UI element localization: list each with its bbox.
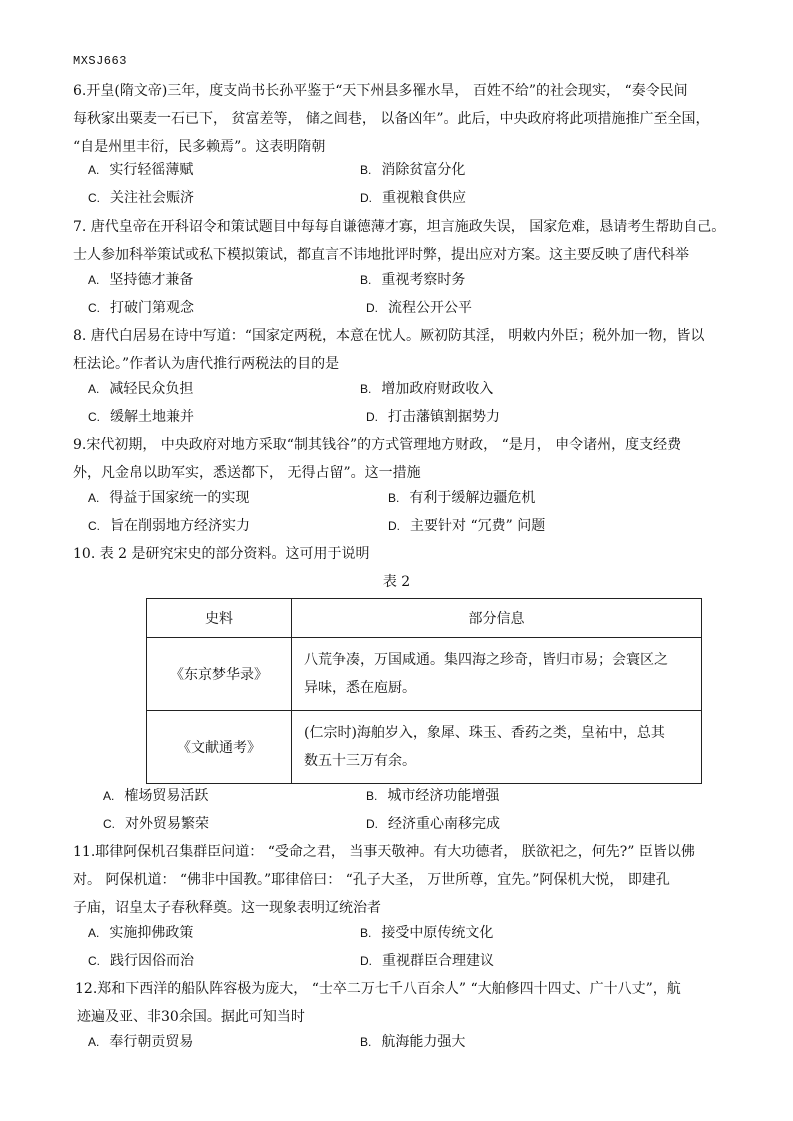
option-a: A. 减轻民众负担 [88,381,194,397]
question-text-line: 枉法论。”作者认为唐代推行两税法的目的是 [73,356,340,372]
option-a: A. 实施抑佛政策 [88,925,194,941]
option-c: C. 关注社会赈济 [88,190,194,206]
table-cell-info: 八荒争凑，万国咸通。集四海之珍奇，皆归市易；会寰区之 异味，悉在庖厨。 [292,638,702,711]
table-caption: 表 2 [382,574,411,590]
option-c: C. 缓解土地兼并 [88,409,194,425]
option-b: B. 接受中原传统文化 [360,925,494,941]
option-b: B. 有利于缓解边疆危机 [388,490,536,506]
option-d: D. 打击藩镇割据势力 [366,409,500,425]
question-text-line: 迹遍及亚、非30余国。据此可知当时 [77,1009,305,1025]
option-c: C. 践行因俗而治 [88,953,194,969]
question-text-line: 12.郑和下西洋的船队阵容极为庞大， “士卒二万七千八百余人” “大舶修四十四丈、广十八丈”，航 [75,981,681,997]
question-7 [73,213,733,269]
option-b: B. 航海能力强大 [360,1034,466,1050]
question-10 [73,540,733,568]
option-d: D. 重视粮食供应 [360,190,466,206]
option-d: D. 经济重心南移完成 [366,816,500,832]
question-text-line: 7. 唐代皇帝在开科诏令和策试题目中每每自谦德薄才寡，坦言施政失误， 国家危难，恳请考生帮助自己。 [73,219,726,235]
table-header: 史料 [147,599,292,638]
question-text-line: 9.宋代初期， 中央政府对地方采取“制其钱谷”的方式管理地方财政， “是月， 申令诸州，度支经费 [73,437,682,453]
option-a: A. 奉行朝贡贸易 [88,1034,194,1050]
question-8 [73,322,733,378]
table-cell-source: 《文献通考》 [147,711,292,784]
question-12 [75,975,735,1031]
option-d: D. 流程公开公平 [366,300,472,316]
option-c: C. 打破门第观念 [88,300,194,316]
table-header: 部分信息 [292,599,702,638]
table-row [147,711,702,784]
paper-code: MXSJ663 [73,54,127,68]
question-11 [73,838,733,922]
table-header-row [147,599,702,638]
option-b: B. 增加政府财政收入 [360,381,494,397]
question-text-line: 每秋家出粟麦一石已下， 贫富差等， 储之闾巷， 以备凶年”。此后，中央政府将此项措施推广至全国， [73,111,710,127]
option-c: C. 旨在削弱地方经济实力 [88,518,250,534]
question-text-line: 士人参加科举策试或私下模拟策试，都直言不讳地批评时弊，提出应对方案。这主要反映了唐代科举 [73,247,689,263]
question-6 [73,77,733,161]
question-text-line: 6.开皇(隋文帝)三年，度支尚书长孙平鉴于“天下州县多罹水旱， 百姓不给”的社会现实， “奏令民间 [73,83,688,99]
option-a: A. 得益于国家统一的实现 [88,490,250,506]
table-cell-source: 《东京梦华录》 [147,638,292,711]
option-b: B. 城市经济功能增强 [366,788,500,804]
option-d: D. 主要针对 “冗费” 问题 [388,518,546,534]
table-row [147,638,702,711]
option-d: D. 重视群臣合理建议 [360,953,494,969]
table-cell-info: (仁宗时)海舶岁入，象犀、珠玉、香药之类，皇祐中，总其 数五十三万有余。 [292,711,702,784]
option-a: A. 坚持德才兼备 [88,272,194,288]
question-9 [73,431,733,487]
question-text-line: 8. 唐代白居易在诗中写道：“国家定两税，本意在忧人。厥初防其淫， 明敕内外臣；税外加一物，皆以 [73,328,705,344]
question-text-line: “自是州里丰衍，民多赖焉”。这表明隋朝 [73,139,326,155]
source-table [146,598,702,784]
option-a: A. 实行轻徭薄赋 [88,162,194,178]
question-text-line: 11.耶律阿保机召集群臣问道： “受命之君， 当事天敬神。有大功德者， 朕欲祀之，何先?” 臣皆以佛 [73,844,695,860]
option-c: C. 对外贸易繁荣 [103,816,209,832]
question-text-line: 外，凡金帛以助军实，悉送都下， 无得占留”。这一措施 [73,465,421,481]
question-text-line: 10. 表 2 是研究宋史的部分资料。这可用于说明 [73,546,370,562]
question-text-line: 子庙，诏皇太子春秋释奠。这一现象表明辽统治者 [73,900,381,916]
option-b: B. 重视考察时务 [360,272,466,288]
option-a: A. 榷场贸易活跃 [103,788,209,804]
option-b: B. 消除贫富分化 [360,162,466,178]
question-text-line: 对。 阿保机道： “佛非中国教。”耶律倍曰： “孔子大圣， 万世所尊，宜先。”阿保机大悦， 即建孔 [73,872,670,888]
